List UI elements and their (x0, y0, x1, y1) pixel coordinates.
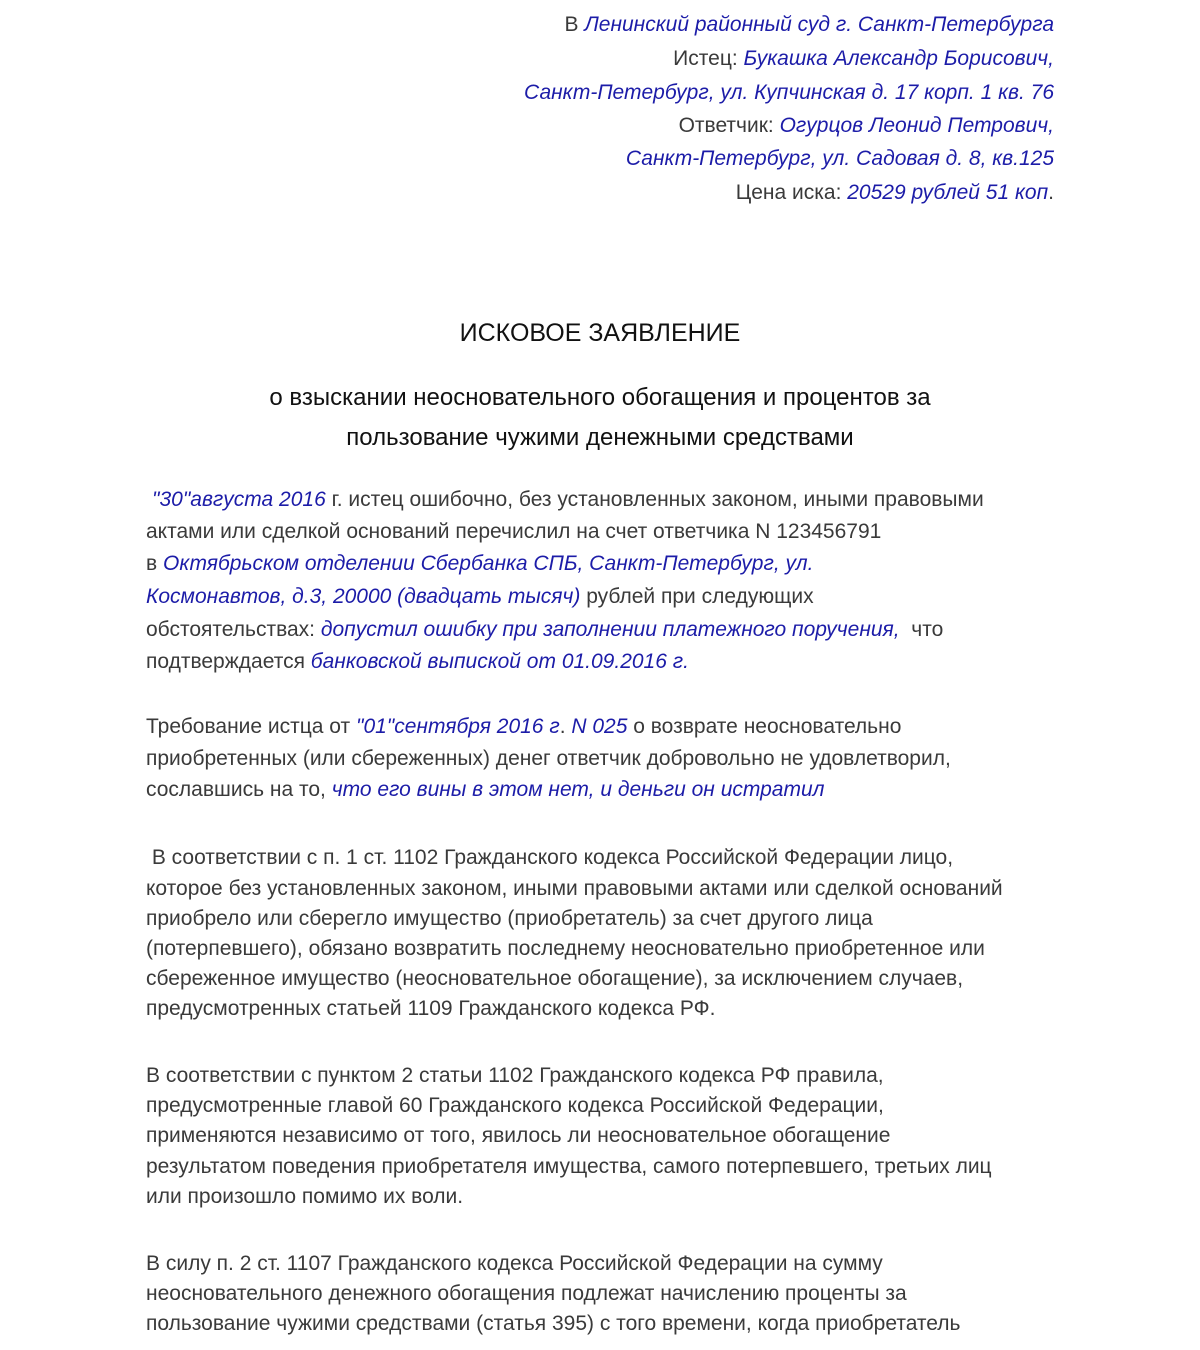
court-prefix: В (564, 13, 585, 36)
p4-line: предусмотренные главой 60 Гражданского кодекса Российской Федерации, (146, 1094, 884, 1117)
p4-line: результатом поведения приобретателя имущества, самого потерпевшего, третьих лиц (146, 1155, 992, 1178)
p5-line: пользование чужими средствами (статья 395) с того времени, когда приобретатель (146, 1312, 961, 1335)
transfer-date: "30"августа 2016 (152, 488, 326, 511)
claim-price-label: Цена иска: (735, 181, 848, 204)
plaintiff-address: Санкт-Петербург, ул. Купчинская д. 17 корп. 1 кв. 76 (524, 81, 1054, 104)
text: г. истец ошибочно, без установленных законом, иными правовыми (325, 488, 984, 511)
evidence: банковской выпиской от 01.09.2016 г. (310, 650, 689, 673)
p4-line: или произошло помимо их воли. (146, 1185, 464, 1208)
plaintiff-label: Истец: (673, 47, 744, 70)
claim-price: 20529 рублей 51 коп (847, 181, 1049, 204)
bank-address-amount: Космонавтов, д.3, 20000 (двадцать тысяч) (146, 585, 581, 608)
text: . (559, 715, 566, 738)
p2-line-2: приобретенных (или сбереженных) денег ответчик добровольно не удовлетворил, (146, 747, 951, 770)
text: о возврате неосновательно (627, 715, 902, 738)
p3-line: приобрело или сберегло имущество (приобретатель) за счет другого лица (146, 907, 873, 930)
court-line (565, 12, 1054, 38)
document-subtitle-1: о взыскании неосновательного обогащения и процентов за (269, 384, 931, 411)
p1-line-4 (146, 584, 814, 610)
p3-line: сбереженное имущество (неосновательное обогащение), за исключением случаев, (146, 967, 964, 990)
p2-line-1 (146, 714, 901, 740)
plaintiff-line (673, 46, 1054, 72)
text: в (146, 552, 163, 575)
defendant-name: Огурцов Леонид Петрович, (779, 114, 1054, 137)
document-title: ИСКОВОЕ ЗАЯВЛЕНИЕ (459, 319, 741, 347)
plaintiff-name: Букашка Александр Борисович, (743, 47, 1054, 70)
circumstances: допустил ошибку при заполнении платежного поручения, (320, 618, 900, 641)
p4-line: В соответствии с пунктом 2 статьи 1102 Гражданского кодекса РФ правила, (146, 1064, 884, 1087)
request-date: "01"сентября 2016 г (355, 715, 560, 738)
text: Требование истца от (146, 715, 356, 738)
text: рублей при следующих (580, 585, 814, 608)
p1-line-6 (146, 649, 689, 675)
p1-line-3 (146, 551, 813, 577)
bank-name: Октябрьском отделении Сбербанка СПБ, Санкт-Петербург, ул. (163, 552, 814, 575)
text: сославшись на то, (146, 778, 332, 801)
text: что (899, 618, 944, 641)
defendant-address: Санкт-Петербург, ул. Садовая д. 8, кв.125 (625, 147, 1054, 170)
p3-line: В соответствии с п. 1 ст. 1102 Гражданского кодекса Российской Федерации лицо, (146, 846, 954, 869)
text: подтверждается (146, 650, 311, 673)
p1-line-5 (146, 617, 943, 643)
p5-line: В силу п. 2 ст. 1107 Гражданского кодекса Российской Федерации на сумму (146, 1252, 883, 1275)
p4-line: применяются независимо от того, явилось ли неосновательное обогащение (146, 1124, 891, 1147)
p2-line-3 (146, 777, 825, 803)
refusal-reason: что его вины в этом нет, и деньги он истратил (331, 778, 825, 801)
p3-line: предусмотренных статьей 1109 Гражданского кодекса РФ. (146, 997, 716, 1020)
defendant-label: Ответчик: (678, 114, 780, 137)
p1-line-2: актами или сделкой оснований перечислил на счет ответчика N 123456791 (146, 520, 882, 543)
text: обстоятельствах: (146, 618, 321, 641)
claim-price-end: . (1048, 181, 1054, 204)
request-number: N 025 (565, 715, 628, 738)
p1-line-1 (152, 487, 984, 513)
p5-line: неосновательного денежного обогащения подлежат начислению проценты за (146, 1282, 907, 1305)
defendant-line (679, 113, 1054, 139)
p3-line: (потерпевшего), обязано возвратить последнему неосновательно приобретенное или (146, 937, 985, 960)
claim-price-line (736, 180, 1054, 206)
p3-line: которое без установленных законом, иными правовыми актами или сделкой оснований (146, 877, 1003, 900)
court-name: Ленинский районный суд г. Санкт-Петербурга (584, 13, 1054, 36)
document-subtitle-2: пользование чужими денежными средствами (346, 424, 854, 451)
